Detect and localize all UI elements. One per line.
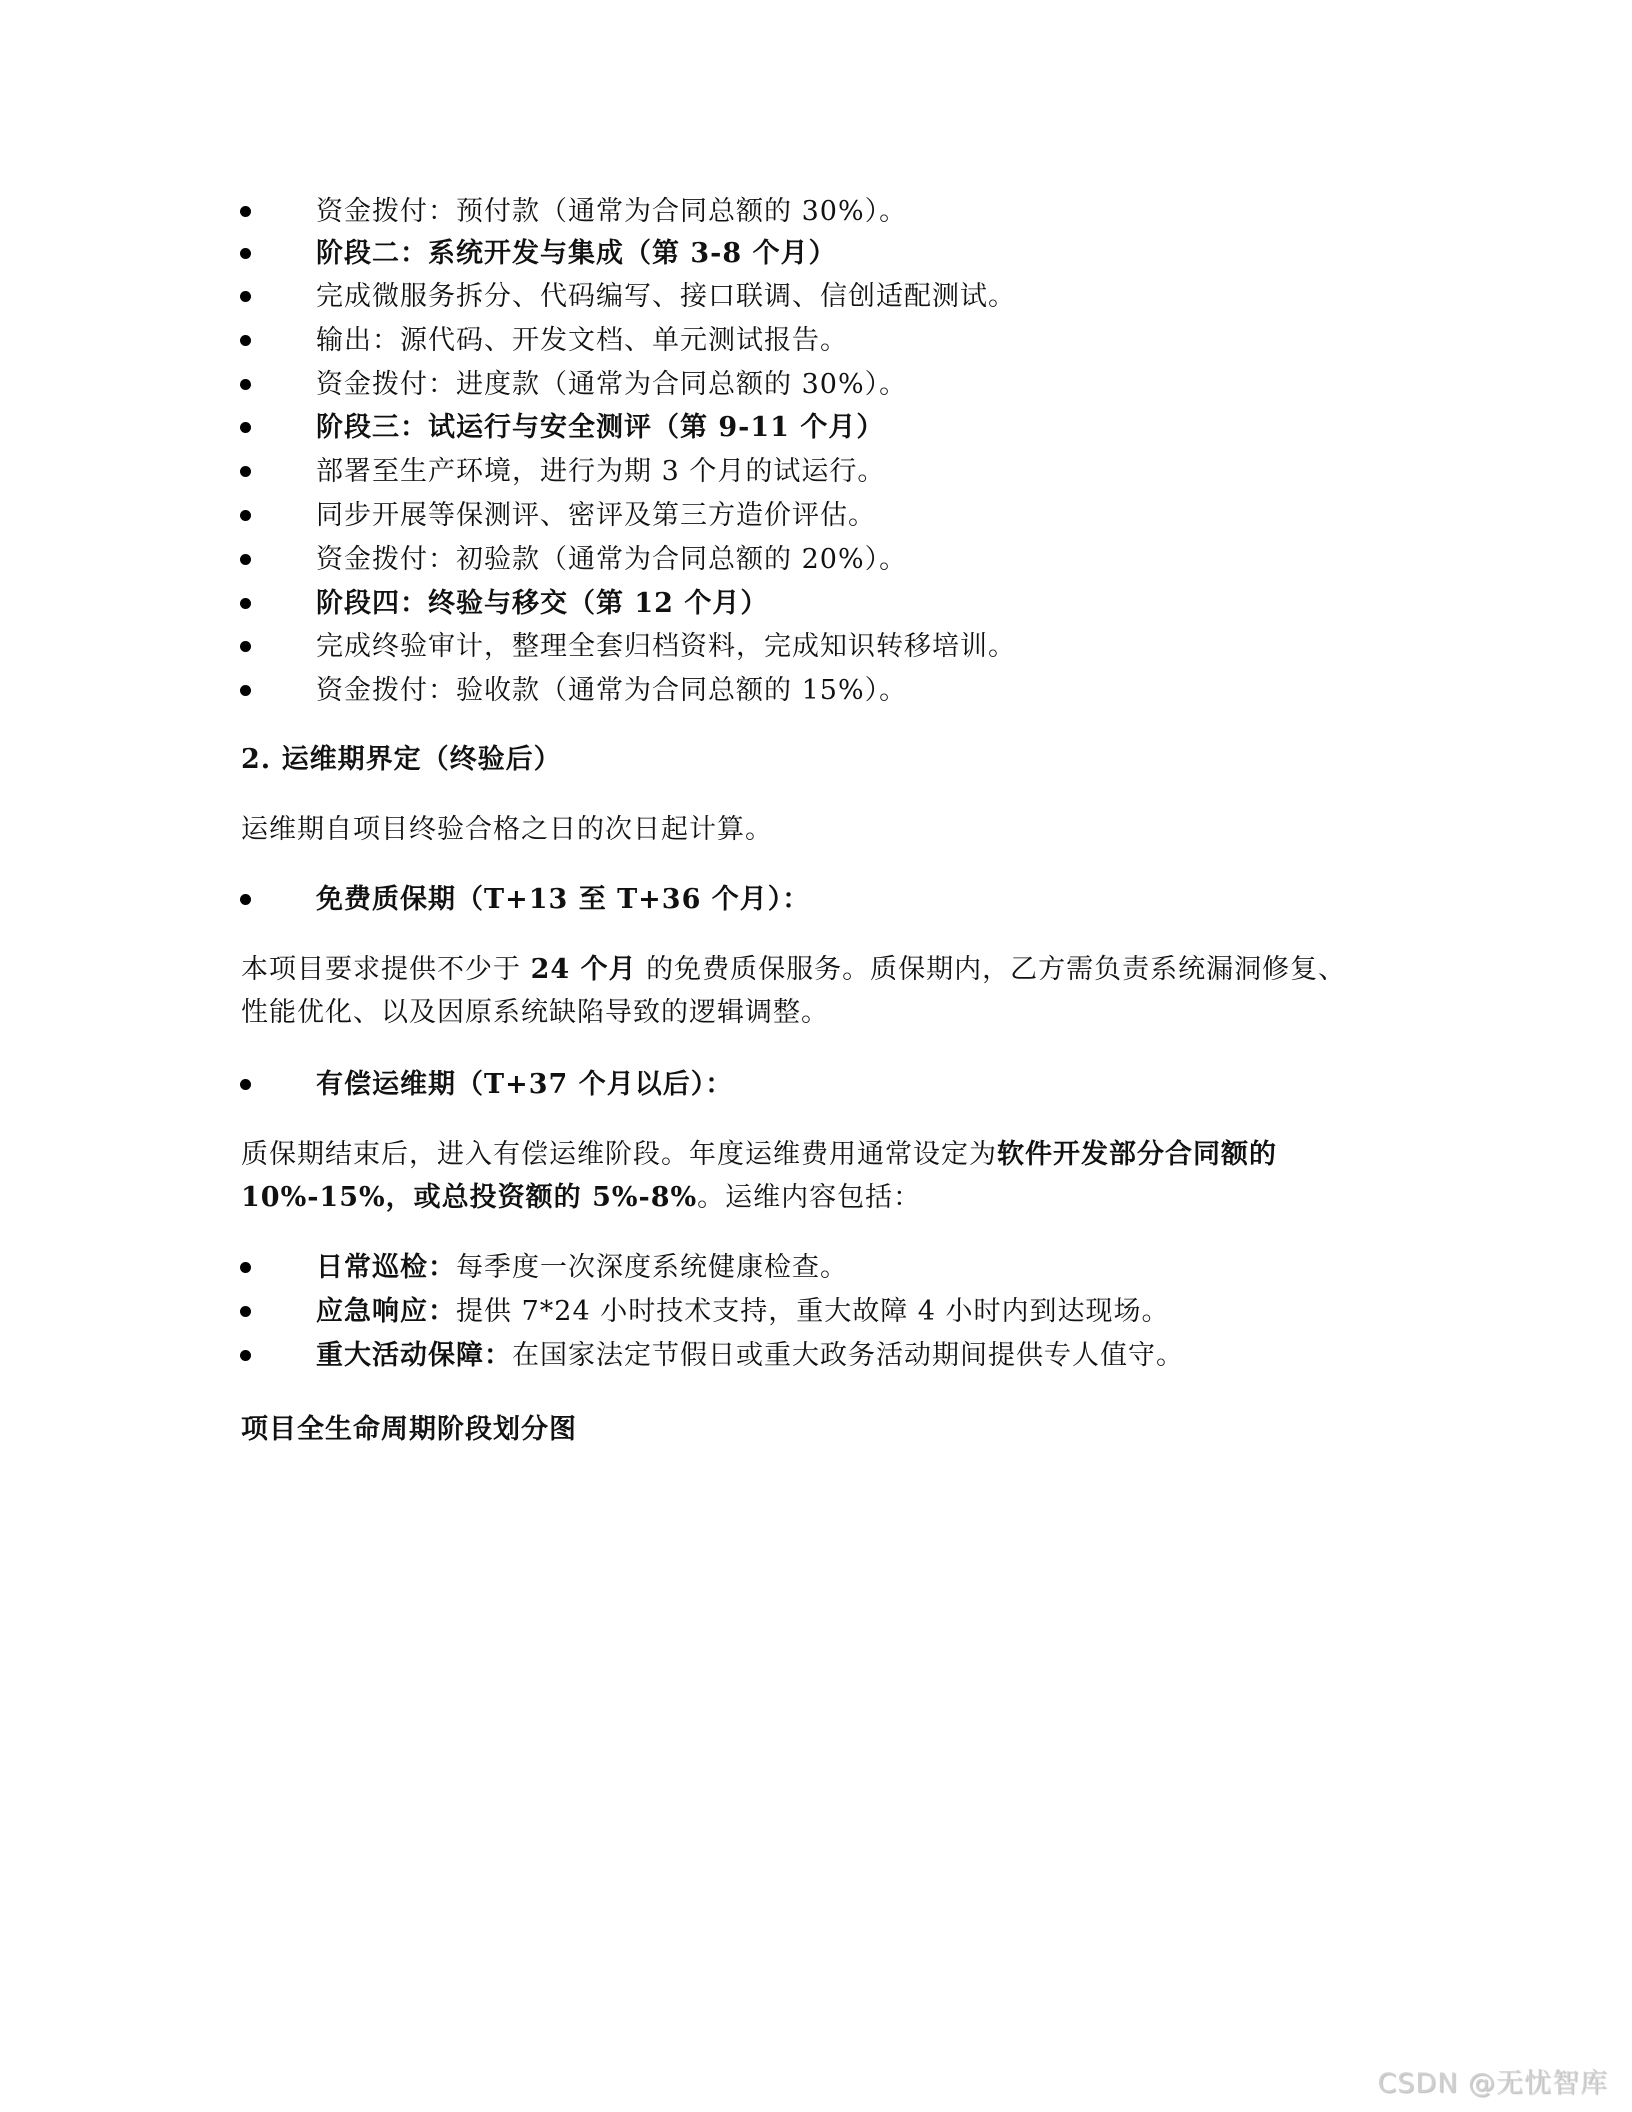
bullet-icon: [240, 554, 251, 565]
bullet-icon: [240, 1306, 251, 1317]
bullet-icon: [240, 1350, 251, 1361]
bullet-icon: [240, 685, 251, 696]
bullet-icon: [240, 641, 251, 652]
free-warranty-paragraph-line2: 性能优化、以及因原系统缺陷导致的逻辑调整。: [241, 997, 829, 1028]
list-item: 资金拨付：预付款（通常为合同总额的 30%）。: [316, 196, 908, 227]
item-text: 每季度一次深度系统健康检查。: [456, 1252, 848, 1283]
paid-maintenance-paragraph-line2: [241, 1180, 921, 1216]
paragraph-text: 。运维内容包括：: [697, 1182, 922, 1213]
bullet-icon: [240, 1079, 251, 1090]
list-item: 资金拨付：初验款（通常为合同总额的 20%）。: [316, 544, 908, 575]
bullet-icon: [240, 466, 251, 477]
watermark: CSDN @无忧智库: [1377, 2068, 1608, 2099]
list-item: 同步开展等保测评、密评及第三方造价评估。: [316, 500, 876, 531]
section-intro: 运维期自项目终验合格之日的次日起计算。: [241, 814, 773, 845]
paid-maintenance-title: 有偿运维期（T+37 个月以后）：: [316, 1069, 734, 1100]
paragraph-text: 质保期结束后，进入有偿运维阶段。年度运维费用通常设定为: [241, 1139, 997, 1170]
list-item: 部署至生产环境，进行为期 3 个月的试运行。: [316, 456, 886, 487]
stage-heading: 阶段四：终验与移交（第 12 个月）: [316, 588, 769, 619]
paragraph-text: 本项目要求提供不少于: [241, 954, 531, 985]
list-item: 完成微服务拆分、代码编写、接口联调、信创适配测试。: [316, 281, 1016, 312]
item-text: 提供 7*24 小时技术支持，重大故障 4 小时内到达现场。: [456, 1296, 1170, 1327]
figure-caption: 项目全生命周期阶段划分图: [241, 1414, 577, 1445]
bullet-icon: [240, 1262, 251, 1273]
list-item: [316, 1250, 848, 1286]
stage-heading: 阶段二：系统开发与集成（第 3-8 个月）: [316, 238, 837, 269]
bullet-icon: [240, 206, 251, 217]
free-warranty-title: 免费质保期（T+13 至 T+36 个月）：: [316, 884, 811, 915]
bullet-icon: [240, 894, 251, 905]
bullet-icon: [240, 291, 251, 302]
item-label: 应急响应：: [316, 1296, 456, 1327]
bullet-icon: [240, 598, 251, 609]
bullet-icon: [240, 335, 251, 346]
emphasis-text: 24 个月: [530, 954, 637, 985]
bullet-icon: [240, 379, 251, 390]
item-label: 重大活动保障：: [316, 1340, 512, 1371]
list-item: 输出：源代码、开发文档、单元测试报告。: [316, 325, 848, 356]
stage-heading: 阶段三：试运行与安全测评（第 9-11 个月）: [316, 412, 885, 443]
free-warranty-paragraph: [241, 952, 1346, 988]
paid-maintenance-paragraph: [241, 1137, 1277, 1173]
item-text: 在国家法定节假日或重大政务活动期间提供专人值守。: [512, 1340, 1184, 1371]
list-item: 完成终验审计，整理全套归档资料，完成知识转移培训。: [316, 631, 1016, 662]
list-item: [316, 1338, 1184, 1374]
section-heading: 2. 运维期界定（终验后）: [241, 744, 562, 775]
item-label: 日常巡检：: [316, 1252, 456, 1283]
emphasis-text: 软件开发部分合同额的: [997, 1139, 1277, 1170]
bullet-icon: [240, 422, 251, 433]
list-item: 资金拨付：验收款（通常为合同总额的 15%）。: [316, 675, 908, 706]
bullet-icon: [240, 248, 251, 259]
list-item: 资金拨付：进度款（通常为合同总额的 30%）。: [316, 369, 908, 400]
list-item: [316, 1294, 1170, 1330]
paragraph-text: 的免费质保服务。质保期内，乙方需负责系统漏洞修复、: [636, 954, 1347, 985]
bullet-icon: [240, 510, 251, 521]
emphasis-text: 10%-15%，或总投资额的 5%-8%: [241, 1182, 698, 1213]
